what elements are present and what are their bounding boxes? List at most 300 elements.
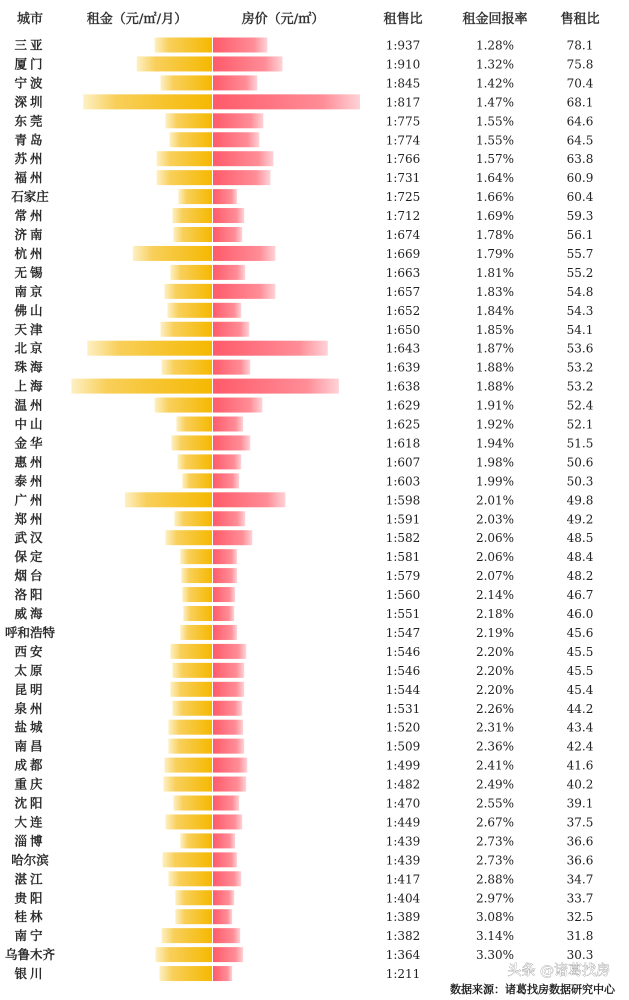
price-bar <box>213 833 235 848</box>
city-label: 中山 <box>14 416 46 432</box>
city-label: 威海 <box>14 606 46 621</box>
rent-bar <box>161 75 212 90</box>
pe-value: 45.4 <box>566 682 594 697</box>
city-label: 福州 <box>14 170 46 186</box>
price-bar <box>213 170 270 185</box>
price-bar <box>213 549 237 564</box>
rent-bar <box>168 739 212 754</box>
rent-bar <box>137 56 212 71</box>
table-row <box>14 38 593 53</box>
rent-bar <box>155 398 212 413</box>
city-label: 佛山 <box>14 302 46 318</box>
ratio-value: 1:817 <box>385 95 421 110</box>
city-label: 厦门 <box>14 56 46 72</box>
ratio-value: 1:607 <box>385 455 421 470</box>
city-label: 惠州 <box>14 454 46 470</box>
table-row <box>14 492 593 507</box>
city-label: 武汉 <box>14 530 46 546</box>
pe-value: 78.1 <box>566 38 594 53</box>
price-bar <box>213 360 250 375</box>
price-bar <box>213 606 234 621</box>
price-bar <box>213 38 267 53</box>
ratio-value: 1:725 <box>385 190 421 205</box>
rent-bar <box>183 606 212 621</box>
city-label: 郑州 <box>14 511 46 527</box>
city-label: 大连 <box>14 814 46 830</box>
city-label: 常州 <box>14 208 46 224</box>
price-bar <box>213 587 235 602</box>
price-bar <box>213 265 245 280</box>
ratio-value: 1:910 <box>385 57 421 72</box>
ratio-value: 1:731 <box>385 171 421 186</box>
pe-value: 60.9 <box>566 171 594 186</box>
yield-value: 2.88% <box>475 872 515 887</box>
city-label: 重庆 <box>14 776 46 792</box>
rent-bar <box>165 530 212 545</box>
pe-value: 50.3 <box>566 474 594 489</box>
ratio-value: 1:417 <box>385 872 421 887</box>
header-yield: 租金回报率 <box>462 12 528 27</box>
city-label: 盐城 <box>14 719 46 735</box>
rent-bar <box>174 511 212 526</box>
pe-value: 30.3 <box>566 948 594 963</box>
table-row <box>14 966 420 981</box>
yield-value: 3.14% <box>475 929 515 944</box>
rent-bar <box>156 947 212 962</box>
price-bar <box>213 435 250 450</box>
pe-value: 40.2 <box>566 777 594 792</box>
ratio-value: 1:650 <box>385 322 421 337</box>
price-bar <box>213 227 242 242</box>
table-row <box>14 94 593 109</box>
yield-value: 1.94% <box>475 436 515 451</box>
yield-value: 1.98% <box>475 455 515 470</box>
pe-value: 60.4 <box>566 190 594 205</box>
city-label: 济南 <box>14 227 46 242</box>
price-bar <box>213 341 328 356</box>
ratio-value: 1:669 <box>385 246 421 261</box>
rent-bar <box>168 720 212 735</box>
rent-bar <box>173 227 212 242</box>
table-row <box>14 398 593 413</box>
yield-value: 1.55% <box>475 133 515 148</box>
price-bar <box>213 777 246 792</box>
watermark: 头条 @诸葛找房 <box>507 963 610 979</box>
yield-value: 2.55% <box>475 796 515 811</box>
city-label: 三亚 <box>14 37 46 53</box>
rent-bar <box>172 701 212 716</box>
rent-bar <box>182 473 212 488</box>
price-bar <box>213 701 242 716</box>
rent-bar <box>162 360 212 375</box>
price-bar <box>213 189 237 204</box>
price-bar <box>213 56 282 71</box>
price-bar <box>213 417 243 432</box>
table-row <box>11 189 593 204</box>
price-bar <box>213 682 244 697</box>
ratio-value: 1:439 <box>385 853 421 868</box>
rent-bar <box>172 663 212 678</box>
yield-value: 1.66% <box>475 190 515 205</box>
table-row <box>14 322 593 337</box>
yield-value: 2.73% <box>475 853 515 868</box>
table-row <box>14 871 593 886</box>
price-bar <box>213 625 237 640</box>
table-row <box>5 947 593 962</box>
yield-value: 2.49% <box>475 777 515 792</box>
rent-bar <box>170 682 212 697</box>
pe-value: 45.6 <box>566 625 594 640</box>
pe-value: 59.3 <box>566 209 594 224</box>
table-row <box>14 909 593 924</box>
city-label: 乌鲁木齐 <box>4 947 56 963</box>
ratio-value: 1:775 <box>385 114 421 129</box>
pe-value: 45.5 <box>566 663 594 678</box>
yield-value: 2.20% <box>475 682 515 697</box>
ratio-value: 1:937 <box>385 38 421 53</box>
pe-value: 50.6 <box>566 455 594 470</box>
rent-bar <box>170 265 212 280</box>
pe-value: 53.2 <box>566 379 594 394</box>
ratio-value: 1:638 <box>385 379 421 394</box>
city-label: 东莞 <box>14 113 46 129</box>
ratio-value: 1:531 <box>385 701 421 716</box>
table-row <box>14 284 593 299</box>
city-label: 南宁 <box>14 928 46 944</box>
pe-value: 41.6 <box>566 758 594 773</box>
price-bar <box>213 322 249 337</box>
rent-bar <box>164 758 212 773</box>
pe-value: 39.1 <box>566 796 594 811</box>
ratio-value: 1:520 <box>385 720 421 735</box>
table-row <box>14 720 593 735</box>
pe-value: 48.2 <box>566 569 594 584</box>
price-bar <box>213 94 360 109</box>
pe-value: 55.7 <box>566 246 594 261</box>
yield-value: 1.32% <box>475 57 515 72</box>
city-label: 杭州 <box>14 245 46 261</box>
rent-bar <box>163 777 212 792</box>
pe-value: 56.1 <box>566 228 594 242</box>
table-row <box>14 435 593 450</box>
rent-bar <box>125 492 212 507</box>
city-label: 宁波 <box>14 75 46 91</box>
city-label: 泉州 <box>14 700 46 716</box>
price-bar <box>213 644 246 659</box>
yield-value: 1.42% <box>475 76 515 91</box>
city-label: 苏州 <box>14 151 46 167</box>
yield-value: 1.99% <box>475 474 515 489</box>
rent-bar <box>161 322 212 337</box>
ratio-value: 1:663 <box>385 265 421 280</box>
rent-bar <box>162 928 212 943</box>
price-bar <box>213 246 275 261</box>
table-row <box>14 113 593 128</box>
rent-bar <box>173 796 212 811</box>
city-label: 哈尔滨 <box>11 852 49 868</box>
table-row <box>14 928 593 943</box>
price-bar <box>213 568 237 583</box>
rent-bar <box>167 303 212 318</box>
table-row <box>14 814 593 829</box>
yield-value: 2.73% <box>475 834 515 849</box>
city-label: 洛阳 <box>14 587 46 603</box>
yield-value: 1.78% <box>475 228 515 242</box>
yield-value: 1.91% <box>475 398 515 413</box>
price-bar <box>213 511 245 526</box>
city-label: 湛江 <box>14 871 46 887</box>
table-row <box>11 852 593 867</box>
pe-value: 51.5 <box>566 436 594 451</box>
city-label: 无锡 <box>14 264 46 280</box>
yield-value: 2.41% <box>475 758 515 773</box>
yield-value: 2.31% <box>475 720 515 735</box>
city-label: 南昌 <box>14 738 46 754</box>
city-label: 深圳 <box>14 94 46 110</box>
pe-value: 70.4 <box>566 76 594 91</box>
rent-bar <box>83 94 212 109</box>
pe-value: 44.2 <box>566 701 594 716</box>
table-row <box>14 758 593 773</box>
table-row <box>13 796 593 811</box>
price-bar <box>213 852 237 867</box>
table-row <box>14 132 593 147</box>
city-label: 金华 <box>14 435 46 451</box>
yield-value: 1.47% <box>475 95 515 110</box>
table-row <box>14 682 593 697</box>
yield-value: 1.57% <box>475 152 515 167</box>
rent-bar <box>157 151 212 166</box>
ratio-value: 1:598 <box>385 493 421 508</box>
price-bar <box>213 113 263 128</box>
rent-bar <box>133 246 212 261</box>
yield-value: 2.19% <box>475 625 515 640</box>
table-row <box>14 473 593 488</box>
table-row <box>14 227 593 242</box>
rent-bar <box>157 170 212 185</box>
table-row <box>14 701 593 716</box>
rent-bar <box>170 644 212 659</box>
pe-value: 64.6 <box>566 114 594 129</box>
table-row <box>14 208 593 223</box>
ratio-value: 1:439 <box>385 834 421 849</box>
city-label: 青岛 <box>14 132 46 148</box>
data-source: 数据来源：诸葛找房数据研究中心 <box>450 983 615 996</box>
price-bar <box>213 947 243 962</box>
table-row <box>14 56 593 71</box>
rent-bar <box>175 909 212 924</box>
price-bar <box>213 473 239 488</box>
pe-value: 48.5 <box>566 531 594 546</box>
price-bar <box>213 663 244 678</box>
ratio-value: 1:560 <box>385 588 421 603</box>
city-label: 珠海 <box>14 359 46 375</box>
city-label: 淄博 <box>14 833 46 849</box>
price-bar <box>213 208 244 223</box>
pe-value: 33.7 <box>566 891 594 906</box>
pe-value: 54.8 <box>566 284 594 299</box>
pe-value: 48.4 <box>566 550 594 565</box>
yield-value: 1.55% <box>475 114 515 129</box>
ratio-value: 1:482 <box>385 777 421 792</box>
city-label: 银川 <box>14 966 46 982</box>
price-bar <box>213 492 285 507</box>
rent-bar <box>177 454 212 469</box>
header-pe: 售租比 <box>560 12 600 27</box>
city-label: 呼和浩特 <box>4 624 56 640</box>
ratio-value: 1:603 <box>385 474 421 489</box>
yield-value: 3.08% <box>475 910 515 925</box>
table-row <box>14 454 593 469</box>
rent-bar <box>169 132 212 147</box>
rent-bar <box>178 189 212 204</box>
yield-value: 2.97% <box>475 891 515 906</box>
pe-value: 75.8 <box>566 57 594 72</box>
rent-bar <box>175 890 212 905</box>
pe-value: 55.2 <box>566 265 594 280</box>
yield-value: 1.79% <box>475 246 515 261</box>
pe-value: 63.8 <box>566 152 594 167</box>
rent-bar <box>165 814 212 829</box>
rent-bar <box>160 966 212 981</box>
yield-value: 1.84% <box>475 303 515 318</box>
price-bar <box>213 151 273 166</box>
rent-bar <box>180 625 212 640</box>
city-label: 北京 <box>14 340 46 356</box>
yield-value: 1.88% <box>475 360 515 375</box>
ratio-value: 1:657 <box>385 284 421 299</box>
rent-bar <box>176 417 212 432</box>
price-bar <box>213 284 275 299</box>
city-label: 沈阳 <box>14 795 46 811</box>
pe-value: 49.2 <box>566 512 594 527</box>
header-city: 城市 <box>16 12 44 27</box>
ratio-value: 1:845 <box>385 76 421 91</box>
city-label: 烟台 <box>14 568 46 584</box>
yield-value: 2.03% <box>475 512 515 527</box>
ratio-value: 1:389 <box>385 910 421 925</box>
yield-value: 2.20% <box>475 644 515 659</box>
ratio-value: 1:509 <box>385 739 421 754</box>
ratio-value: 1:404 <box>385 891 421 906</box>
pe-value: 43.4 <box>566 720 594 735</box>
ratio-value: 1:470 <box>385 796 421 811</box>
yield-value: 1.92% <box>475 417 515 432</box>
pe-value: 46.0 <box>566 607 594 621</box>
yield-value: 1.83% <box>475 284 515 299</box>
chart-rows <box>5 38 594 982</box>
city-label: 太原 <box>14 662 46 678</box>
table-row <box>14 341 593 356</box>
ratio-value: 1:546 <box>385 663 421 678</box>
ratio-value: 1:546 <box>385 644 421 659</box>
price-bar <box>213 966 232 981</box>
header-ratio: 租售比 <box>383 12 423 27</box>
pe-value: 32.5 <box>566 910 594 925</box>
table-row <box>14 833 593 848</box>
table-row <box>14 777 593 792</box>
pe-value: 42.4 <box>566 739 594 754</box>
price-bar <box>213 928 240 943</box>
price-bar <box>213 890 234 905</box>
ratio-value: 1:625 <box>385 417 421 432</box>
price-bar <box>213 303 241 318</box>
yield-value: 2.01% <box>475 493 515 508</box>
pe-value: 49.8 <box>566 493 594 508</box>
rent-bar <box>87 341 212 356</box>
rent-bar <box>181 568 212 583</box>
city-label: 昆明 <box>14 681 46 697</box>
table-row <box>14 530 593 545</box>
price-bar <box>213 379 339 394</box>
city-label: 上海 <box>14 378 46 394</box>
pe-value: 54.3 <box>566 303 594 318</box>
price-bar <box>213 454 241 469</box>
city-label: 南京 <box>14 283 46 299</box>
price-bar <box>213 720 243 735</box>
ratio-value: 1:364 <box>385 948 421 963</box>
yield-value: 1.81% <box>475 265 515 280</box>
ratio-value: 1:382 <box>385 929 421 944</box>
price-bar <box>213 739 244 754</box>
pe-value: 54.1 <box>566 322 594 337</box>
price-bar <box>213 796 239 811</box>
ratio-value: 1:582 <box>385 531 421 546</box>
ratio-value: 1:579 <box>385 569 421 584</box>
rent-bar <box>71 379 212 394</box>
yield-value: 2.18% <box>475 607 515 621</box>
ratio-value: 1:712 <box>385 209 421 224</box>
price-bar <box>213 814 242 829</box>
price-bar <box>213 530 252 545</box>
ratio-value: 1:674 <box>385 228 421 242</box>
pe-value: 37.5 <box>566 815 594 830</box>
table-row <box>14 739 593 754</box>
yield-value: 1.28% <box>475 38 515 53</box>
table-row <box>14 587 593 602</box>
table-row <box>14 151 593 166</box>
ratio-value: 1:618 <box>385 436 421 451</box>
yield-value: 2.26% <box>475 701 515 716</box>
ratio-value: 1:551 <box>385 607 421 621</box>
table-row <box>14 360 593 375</box>
ratio-value: 1:766 <box>385 152 421 167</box>
yield-value: 1.88% <box>475 379 515 394</box>
price-bar <box>213 398 262 413</box>
rent-bar <box>182 587 212 602</box>
rent-bar <box>163 852 213 867</box>
ratio-value: 1:449 <box>385 815 421 830</box>
table-row <box>14 606 593 621</box>
city-label: 桂林 <box>14 909 46 925</box>
yield-value: 1.87% <box>475 341 515 356</box>
ratio-value: 1:629 <box>385 398 421 413</box>
table-row <box>14 170 593 185</box>
table-row <box>5 625 593 640</box>
price-bar <box>213 75 257 90</box>
city-label: 贵阳 <box>14 890 46 906</box>
rent-bar <box>171 435 212 450</box>
pe-value: 52.4 <box>566 398 594 413</box>
yield-value: 1.85% <box>475 322 515 337</box>
city-label: 泰州 <box>14 473 46 489</box>
pe-value: 34.7 <box>566 872 594 887</box>
table-row <box>13 303 593 318</box>
city-label: 温州 <box>14 397 46 413</box>
ratio-value: 1:643 <box>385 341 421 356</box>
ratio-value: 1:211 <box>385 967 421 982</box>
city-label: 广州 <box>14 492 46 508</box>
